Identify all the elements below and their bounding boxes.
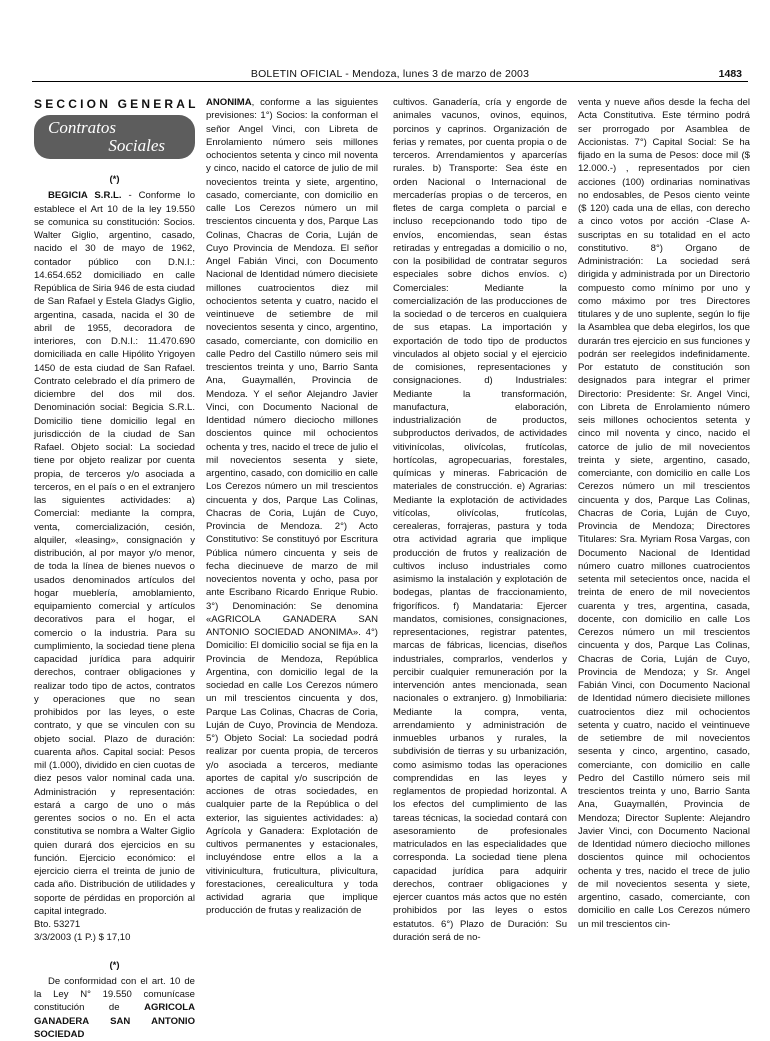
column-4-text: venta y nueve años desde la fecha del Acta Constitutiva. Este término podrá ser prorrogado por Asamblea de Accionistas. 7°) Capital Social: Se ha fijado en la suma de Pesos: doce mil ($ 12.000.-) , representados por cien acciones (100) ordinarias nominativas no endosables, de Pesos ciento veinte ($ 120) cada una de ellas, con derecho a cinco votos por acción -Clase A- suscriptas en su totalidad en el acto constitutivo. 8°) Organo de Administración: La sociedad será dirigida y administrada por un Directorio compuesto como mínimo por uno y como máximo por tres Directores titulares y de uno suplente, según lo fije la Asamblea que deba elegirlos, los que durarán tres ejercicio en sus funciones y podrán ser reelegidos indefinidamente. Por estatuto de constitución son designados para integrar el primer Directorio: Presidente: Sr. Angel Vinci, con Libreta de Enrolamiento número seis millones ochocientos setenta y cinco mil noventa y cinco, nacido el catorce de julio de mil novecientos treinta y siete, argentino, casado, comerciante, con domicilio en calle Los Cerezos número un mil trescientos cincuenta y dos, Parque Las Colinas, Chacras de Coria, Luján de Cuyo, Provincia de Mendoza; Directores Titulares: Sra. Myriam Rosa Vargas, con Documento Nacional de Identidad número cuatro millones cuatrocientos setenta mil setecientos once, nacida el treinta de enero de mil novecientos cuarenta y tres, argentina, casada, docente, con domicilio en calle Los Cerezos número un mil trescientos cincuenta y dos, Parque Las Colinas, Chacras de Coria, Luján de Cuyo, Provincia de Mendoza; y Sr. Angel Fabián Vinci, con Documento Nacional de Identidad número diecisiete millones cuatrocientos diez mil ochocientos setenta y cuatro, nacido el veintinueve de setiembre de mil novecientos sesenta y cinco, argentino, casado, comerciante, con domicilio en calle Pedro del Castillo número seis mil trescientos treinta y uno, Barrio Santa Ana, Guaymallén, Provincia de Mendoza; Director Suplente: Alejandro Javier Vinci, con Documento Nacional de Identidad número dieciocho millones doscientos quince mil ochocientos ochenta y tres, nacido el trece de julio de mil novecientos sesenta y siete, argentino, casado, comerciante, con domicilio en calle Los Cerezos número un mil trescientos cin- [578,97,750,930]
publication-date-line: 3/3/2003 (1 P.) $ 17,10 [34,932,131,944]
column-4 [578,96,750,976]
contratos-sociales-banner [34,115,195,159]
bulletin-number: Bto. 53271 [34,919,81,930]
page-number: 1483 [718,68,742,80]
column-3-text: cultivos. Ganadería, cría y engorde de animales vacunos, ovinos, equinos, porcinos y caprinos. Organización de ferias y remates, por cuenta propia o de terceros. Arrendamientos y aparcerías rurales. b) Transporte: Sea éste en orden Nacional o Internacional de mercaderías propias o de terceros, en fletes de carga completa o parcial e incluso recepcionando todo tipo de envíos, encomiendas, sean éstas retiradas y entregadas a domicilio o no, con la posibilidad de contratar seguros especiales sobre dichos envíos. c) Comerciales: Mediante la comercialización de las producciones de la sociedad o de terceros en cualquiera de sus etapas. La importación y exportación de todo tipo de productos vinculados al objeto social y el ejercicio de comisiones, representaciones y consignaciones. d) Industriales: Mediante la transformación, manufactura, elaboración, industrialización de productos, subproductos derivados, de actividades vitivinícolas, olivícolas, frutícolas, hortícolas, agropecuarias, forestales, químicas y mineras. Fabricación de materiales de construcción. e) Agrarias: Mediante la explotación de actividades vitícolas, olivícolas, frutícolas, cerealeras, forrajeras, pastura y toda otra actividad agraria que implique producción de frutos y realización de cultivos incluso industriales como asimismo la instalación y explotación de bodegas, plantas de fraccionamiento, frigoríficos. f) Mandataria: Ejercer mandatos, comisiones, consignaciones, representaciones, registrar patentes, marcas de fábricas, licencias, diseños industriales, comprarlos, venderlos y percibir cualquier remuneración por la intervención antes mencionada, sean nacionales o extranjero. g) Inmobiliaria: Mediante la compra, venta, arrendamiento y administración de inmuebles urbanos y rurales, la subdivisión de tierras y su urbanización, como asimismo todas las operaciones comprendidas en las leyes y reglamentos de propiedad horizontal. A los efectos del cumplimiento de las tareas técnicas, la sociedad contará con asesoramiento de profesionales matriculados en las especialidades que corresponda. La sociedad tiene plena capacidad jurídica para adquirir derechos, contraer obligaciones y ejercer cuantos más actos que no estén prohibidos por las leyes o estos estatutos. 6°) Plazo de Duración: Su duración será de no- [393,97,567,943]
agricola-intro-text: De conformidad con el art. 10 de la Ley N° 19.550 comunícase constitución de [34,975,195,1014]
agricola-notice-continued [206,96,378,918]
column-1 [34,96,199,1040]
notice-marker-2: (*) [109,959,120,971]
notice-marker: (*) [109,174,120,185]
anonima-lead: ANONIMA [206,97,252,108]
banner-line-2: Sociales [108,136,165,155]
begicia-notice-text: - Conforme lo establece el Art 10 de la ley 19.550 se comunica su constitución: Socios. Walter Giglio, argentino, casado, nacido el 30 de mayo de 1962, contador público con D.N.I.: 14.654.652 domiciliado en calle República de Siria 946 de esta ciudad de San Rafael y Estela Gladys Giglio, argentina, casada, nacida el 30 de abril de 1955, decoradora de interiores, con D.N.I.: 11.470.690 domiciliada en calle Hipólito Yrigoyen 1450 de esta ciudad de San Rafael. Contrato celebrado el día primero de diciembre del dos mil dos. Denominación social: Begicia S.R.L. Domicilio tiene domicilio legal en jurisdicción de la ciudad de San Rafael. Objeto social: La sociedad tiene por objeto realizar por cuenta propia, de terceros y/o asociada a terceros, en el país o en el extranjero las siguientes actividades: a) Comercial: mediante la compra, venta, comercialización, cesión, alquiler, «leasing», consignación y distribución, al por mayor y/o menor, de toda la línea de bienes nuevos o usados denominados artículos del hogar mueblería, amoblamiento, equipamiento comercial y artículos decorativos para el hogar, el comercio o la industria. Para su cumplimiento, la sociedad tiene plena capacidad jurídica para adquirir derechos, contraer obligaciones y realizar todo tipo de actos, contratos y operaciones que no sean prohibidos por las leyes, o este contrato, y que se vinculen con su objeto social. Plazo de duración: cuarenta años. Capital social: Pesos mil (1.000), dividido en cien cuotas de diez pesos valor nominal cada una. Administración y representación: estará a cargo de uno o más gerentes socios o no. En el acta constitutiva se nombra a Walter Giglio quien durará dos ejercicios en su función. Ejercicio económico: el ejercicio cierra el treinta de junio de cada año. Distribución de utilidades y soporte de pérdidas en proporción al capital integrado. [34,190,195,917]
column-2 [206,96,378,976]
column-3 [393,96,567,976]
banner-line-1: Contratos [48,118,117,137]
page-header [32,60,748,82]
section-title: SECCION GENERAL [34,97,199,111]
header-title: BOLETIN OFICIAL - Mendoza, lunes 3 de marzo de 2003 [250,68,530,80]
agricola-company-name: AGRICOLA GANADERA SAN ANTONIO SOCIEDAD [34,1002,195,1040]
company-name: BEGICIA S.R.L. [48,190,122,202]
begicia-notice [34,189,195,918]
agricola-notice-intro [34,975,195,1041]
column-2-text: , conforme a las siguientes previsiones: 1°) Socios: la conforman el señor Angel Vinci, con Libreta de Enrolamiento número seis millones ochocientos setenta y cinco mil noventa y cinco, nacido el catorce de julio de mil novecientos treinta y siete, argentino, casado, comerciante, con domicilio en calle Los Cerezos número un mil trescientos cincuenta y dos, Parque Las Colinas, Chacras de Coria, Luján de Cuyo Provincia de Mendoza. El señor Angel Fabián Vinci, con Documento Nacional de Identidad número diecisiete millones cuatrocientos diez mil ochocientos setenta y cuatro, nacido el veintinueve de setiembre de mil novecientos sesenta y cinco, argentino, casado, comerciante, con domicilio en calle Pedro del Castillo número seis mil trescientos treinta y uno, Barrio Santa Ana, Guaymallén, Provincia de Mendoza. Y el señor Alejandro Javier Vinci, con Documento Nacional de Identidad número dieciocho millones doscientos quince mil ochocientos ochenta y tres, nacido el trece de julio el mil novecientos sesenta y siete, argentino, casado, con domicilio en calle Los Cerezos número un mil trescientos cincuenta y dos, Parque Las Colinas, Chacras de Coria, Luján de Cuyo, Provincia de Mendoza. 2°) Acto Constitutivo: Se constituyó por Escritura Pública número cincuenta y seis de fecha diecinueve de marzo de mil novecientos noventa y ocho, pasa por ante Escribano Ricardo Enrique Rubio. 3°) Denominación: Se denomina «AGRICOLA GANADERA SAN ANTONIO SOCIEDAD ANONIMA». 4°) Domicilio: El domicilio social se fija en la Provincia de Mendoza, República Argentina, con domicilio legal de la sociedad en calle Los Cerezos número un mil trescientos cincuenta y dos, Parque Las Colinas, Chacras de Coria, Luján de Cuyo, Provincia de Mendoza. 5°) Objeto Social: La sociedad podrá realizar por cuenta propia, de terceros y/o asociada a terceros, mediante aportes de capital y/o suscripción de acciones de otras sociedades, en cualquier parte de la República o del exterior, las siguientes actividades: a) Agrícola y Ganadera: Explotación de cultivos permanentes y estacionales, incluyéndose entre ellos a la a vitivinicultura, fruticultura, plivicultura, forestaciones, cerealicultura y toda actividad agraria que implique producción de frutas y realización de [206,97,378,917]
